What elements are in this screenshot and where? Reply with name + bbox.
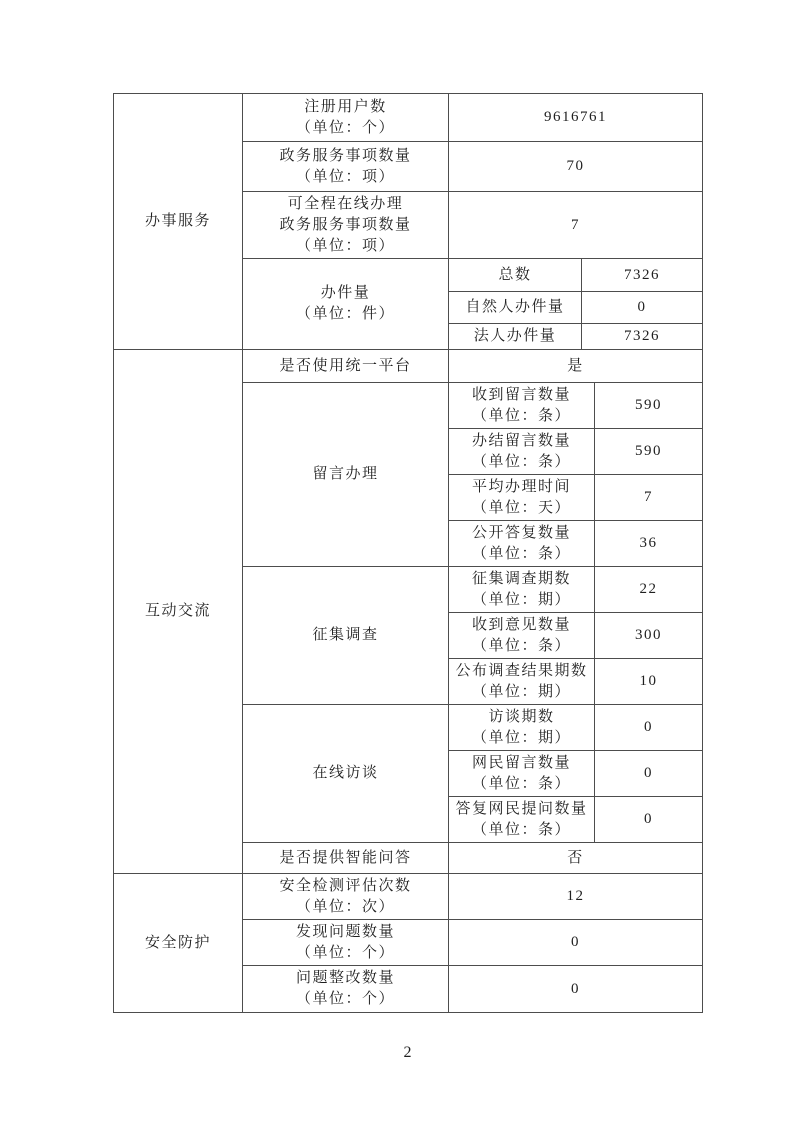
value-cell: 是: [449, 350, 703, 383]
subitem-label-line: 办结留言数量: [471, 432, 571, 449]
item-unit-line: （单位：个）: [295, 991, 395, 1007]
subitem-label-line: 公布调查结果期数: [455, 662, 588, 679]
subitem-label-line: 收到留言数量: [471, 386, 571, 403]
category-office-services: 办事服务: [114, 94, 243, 350]
subitem-label-cell: 法人办件量: [449, 324, 582, 350]
value-cell: 0: [449, 920, 703, 966]
subitem-label-line: 网民留言数量: [471, 754, 571, 771]
subitem-label-cell: [449, 705, 595, 751]
item-label-cell: 征集调查: [243, 567, 449, 705]
subitem-label-line: 公开答复数量: [471, 524, 571, 541]
subitem-label-cell: [449, 567, 595, 613]
value-cell: 7326: [582, 324, 703, 350]
value-cell: 7: [595, 475, 703, 521]
item-label-cell: 留言办理: [243, 383, 449, 567]
value-cell: 36: [595, 521, 703, 567]
value-cell: 12: [449, 874, 703, 920]
item-unit-line: （单位：个）: [295, 119, 395, 136]
subitem-label-line: 平均办理时间: [471, 478, 571, 495]
value-cell: 0: [595, 705, 703, 751]
subitem-label-cell: [449, 613, 595, 659]
government-service-report-table: [113, 93, 703, 1013]
subitem-unit-line: （单位：天）: [471, 499, 571, 516]
subitem-label-cell: [449, 521, 595, 567]
subitem-unit-line: （单位：条）: [471, 545, 571, 562]
subitem-label-line: 收到意见数量: [471, 616, 571, 633]
subitem-label-line: 征集调查期数: [471, 570, 571, 587]
item-label-cell: 是否使用统一平台: [243, 350, 449, 383]
item-label-cell: [243, 920, 449, 966]
item-label-cell: [243, 874, 449, 920]
item-label-line: 注册用户数: [304, 98, 387, 115]
value-cell: 590: [595, 429, 703, 475]
subitem-label-line: 访谈期数: [488, 708, 555, 725]
value-cell: 300: [595, 613, 703, 659]
subitem-label-cell: [449, 659, 595, 705]
value-cell: 7: [449, 192, 703, 259]
subitem-label-line: 答复网民提问数量: [455, 800, 588, 817]
item-label-line: 发现问题数量: [295, 923, 395, 940]
subitem-unit-line: （单位：期）: [471, 729, 571, 746]
item-label-cell: [243, 259, 449, 350]
subitem-unit-line: （单位：条）: [471, 453, 571, 470]
item-label-cell: [243, 192, 449, 259]
item-label-line: 问题整改数量: [295, 970, 395, 986]
value-cell: 0: [449, 966, 703, 1013]
subitem-label-cell: [449, 475, 595, 521]
value-cell: 0: [595, 751, 703, 797]
subitem-label-cell: [449, 797, 595, 843]
item-label-cell: [243, 94, 449, 142]
subitem-unit-line: （单位：期）: [471, 683, 571, 700]
value-cell: 9616761: [449, 94, 703, 142]
item-label-cell: [243, 966, 449, 1013]
subitem-unit-line: （单位：期）: [471, 591, 571, 608]
category-interactive-exchange: 互动交流: [114, 350, 243, 874]
item-unit-line: （单位：项）: [295, 237, 395, 254]
category-security-protection: 安全防护: [114, 874, 243, 1013]
item-unit-line: （单位：个）: [295, 944, 395, 961]
item-label-cell: 是否提供智能问答: [243, 843, 449, 874]
subitem-unit-line: （单位：条）: [471, 407, 571, 424]
subitem-unit-line: （单位：条）: [471, 775, 571, 792]
subitem-unit-line: （单位：条）: [471, 637, 571, 654]
item-unit-line: （单位：件）: [295, 306, 395, 322]
item-label-line: 政务服务事项数量: [279, 147, 412, 164]
subitem-label-cell: [449, 751, 595, 797]
item-label-line: 政务服务事项数量: [279, 216, 412, 233]
item-label-cell: [243, 142, 449, 192]
item-label-line: 办件量: [320, 285, 371, 301]
item-label-cell: 在线访谈: [243, 705, 449, 843]
value-cell: 否: [449, 843, 703, 874]
value-cell: 7326: [582, 259, 703, 292]
subitem-label-cell: 总数: [449, 259, 582, 292]
value-cell: 0: [595, 797, 703, 843]
item-unit-line: （单位：项）: [295, 168, 395, 185]
value-cell: 22: [595, 567, 703, 613]
value-cell: 0: [582, 292, 703, 324]
subitem-label-cell: [449, 429, 595, 475]
item-unit-line: （单位：次）: [295, 898, 395, 915]
item-label-line: 可全程在线办理: [287, 195, 404, 212]
value-cell: 10: [595, 659, 703, 705]
item-label-line: 安全检测评估次数: [279, 877, 412, 894]
value-cell: 590: [595, 383, 703, 429]
subitem-label-cell: 自然人办件量: [449, 292, 582, 324]
subitem-unit-line: （单位：条）: [471, 821, 571, 838]
value-cell: 70: [449, 142, 703, 192]
subitem-label-cell: [449, 383, 595, 429]
page-number: 2: [403, 1044, 412, 1061]
